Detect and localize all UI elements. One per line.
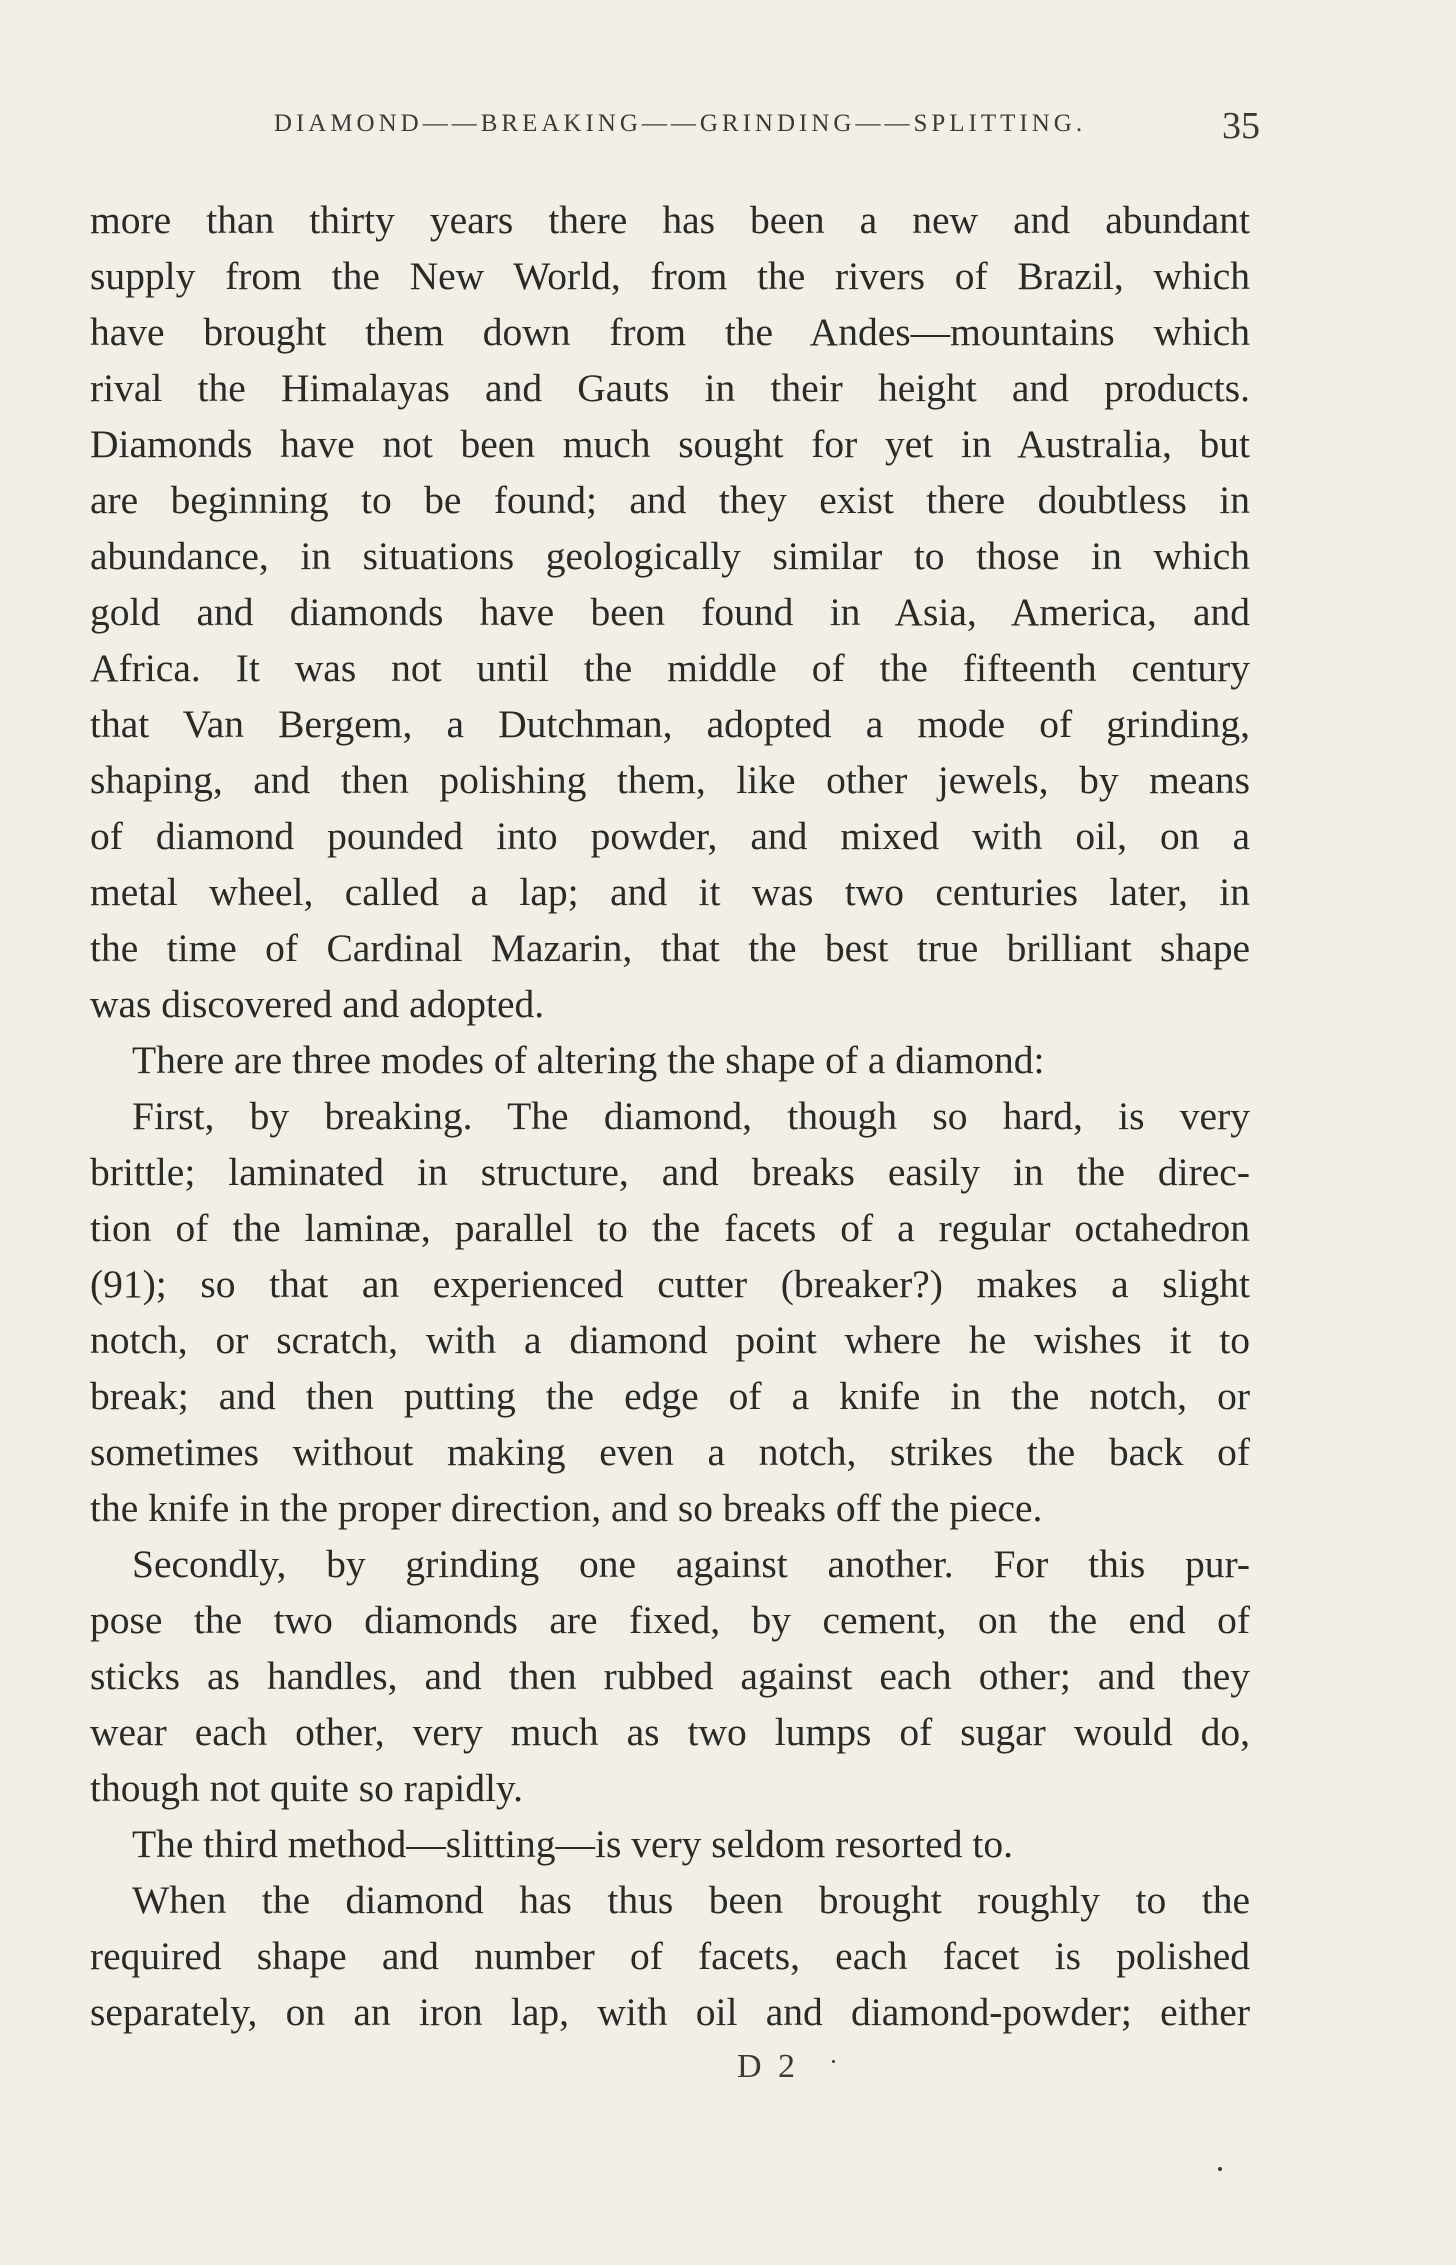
text-line: have brought them down from the Andes—mountains which: [90, 310, 1250, 354]
text-line: the time of Cardinal Mazarin, that the best true brilliant shape: [90, 926, 1250, 970]
body-text: [90, 192, 1250, 2040]
text-line: supply from the New World, from the rivers of Brazil, which: [90, 254, 1250, 298]
page-number: 35: [1222, 105, 1260, 147]
text-line: more than thirty years there has been a new and abundant: [90, 198, 1250, 242]
text-line: (91); so that an experienced cutter (breaker?) makes a slight: [90, 1262, 1250, 1306]
text-line: brittle; laminated in structure, and breaks easily in the direc-: [90, 1150, 1250, 1194]
text-line: break; and then putting the edge of a knife in the notch, or: [90, 1374, 1250, 1418]
text-line: of diamond pounded into powder, and mixed with oil, on a: [90, 814, 1250, 858]
text-line: pose the two diamonds are fixed, by cement, on the end of: [90, 1598, 1250, 1642]
text-line: are beginning to be found; and they exist there doubtless in: [90, 478, 1250, 522]
signature-mark: D 2: [736, 2048, 800, 2085]
text-line: metal wheel, called a lap; and it was two centuries later, in: [90, 870, 1250, 914]
running-title: DIAMOND——BREAKING——GRINDING——SPLITTING.: [273, 110, 1087, 137]
text-line: required shape and number of facets, each facet is polished: [90, 1934, 1250, 1978]
text-line: notch, or scratch, with a diamond point where he wishes it to: [90, 1318, 1250, 1362]
text-line: sometimes without making even a notch, strikes the back of: [90, 1430, 1250, 1474]
text-line: sticks as handles, and then rubbed against each other; and they: [90, 1654, 1250, 1698]
text-line: was discovered and adopted.: [90, 982, 545, 1026]
text-line: separately, on an iron lap, with oil and diamond-powder; either: [90, 1990, 1250, 2034]
text-line: the knife in the proper direction, and so breaks off the piece.: [90, 1486, 1043, 1530]
text-line: There are three modes of altering the shape of a diamond:: [132, 1038, 1045, 1082]
text-line: Africa. It was not until the middle of the fifteenth century: [90, 646, 1250, 690]
text-line: tion of the laminæ, parallel to the facets of a regular octahedron: [90, 1206, 1250, 1250]
print-speck: [832, 2060, 835, 2063]
text-line: The third method—slitting—is very seldom resorted to.: [132, 1822, 1013, 1866]
text-line: When the diamond has thus been brought roughly to the: [132, 1878, 1250, 1922]
running-head: [90, 100, 1270, 160]
text-line: that Van Bergem, a Dutchman, adopted a mode of grinding,: [90, 702, 1250, 746]
text-line: gold and diamonds have been found in Asia, America, and: [90, 590, 1250, 634]
text-line: abundance, in situations geologically similar to those in which: [90, 534, 1250, 578]
text-line: First, by breaking. The diamond, though so hard, is very: [132, 1094, 1250, 1138]
text-line: Diamonds have not been much sought for yet in Australia, but: [90, 422, 1250, 466]
text-line: Secondly, by grinding one against another. For this pur-: [132, 1542, 1250, 1586]
text-line: shaping, and then polishing them, like other jewels, by means: [90, 758, 1250, 802]
text-line: though not quite so rapidly.: [90, 1766, 523, 1810]
text-line: wear each other, very much as two lumps of sugar would do,: [90, 1710, 1250, 1754]
text-line: rival the Himalayas and Gauts in their height and products.: [90, 366, 1250, 410]
print-speck: [1218, 2167, 1222, 2171]
